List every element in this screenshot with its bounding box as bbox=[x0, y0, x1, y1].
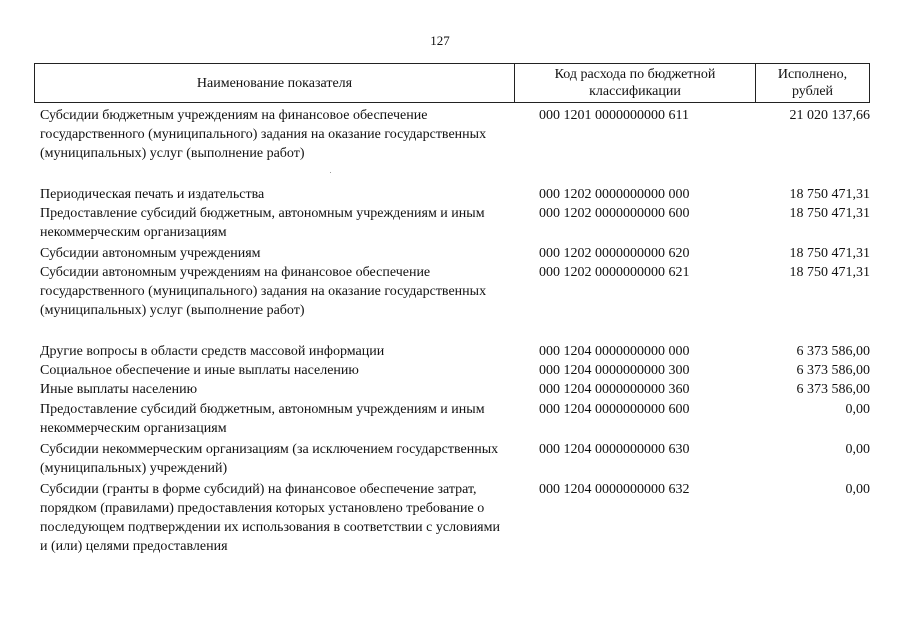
row-name: Субсидии (гранты в форме субсидий) на финансовое обеспечение затрат, порядком (правилами) предоставления которых установлено требование о последующем подтверждении их использования в соответствии с условиями и (или) целями предоставления bbox=[40, 482, 500, 554]
column-header-amount: Исполнено, рублей bbox=[777, 67, 848, 99]
row-code: 000 1204 0000000000 300 bbox=[539, 363, 690, 378]
row-amount: 0,00 bbox=[845, 442, 870, 457]
row-code: 000 1201 0000000000 611 bbox=[539, 108, 689, 123]
row-amount: 0,00 bbox=[845, 482, 870, 497]
row-name: Другие вопросы в области средств массовой информации bbox=[40, 344, 385, 359]
row-code: 000 1202 0000000000 621 bbox=[539, 265, 690, 280]
row-name: Субсидии бюджетным учреждениям на финансовое обеспечение государственного (муниципального) задания на оказание государственных (муниципальных) услуг (выполнение работ) bbox=[40, 108, 487, 161]
row-amount: 18 750 471,31 bbox=[789, 265, 870, 280]
row-name: Периодическая печать и издательства bbox=[40, 187, 265, 202]
row-code: 000 1202 0000000000 600 bbox=[539, 206, 690, 221]
row-amount: 18 750 471,31 bbox=[789, 206, 870, 221]
row-amount: 6 373 586,00 bbox=[796, 363, 870, 378]
row-code: 000 1204 0000000000 632 bbox=[539, 482, 690, 497]
row-name: Субсидии автономным учреждениям bbox=[40, 246, 261, 261]
row-name: Социальное обеспечение и иные выплаты населению bbox=[40, 363, 359, 378]
row-amount: 6 373 586,00 bbox=[796, 344, 870, 359]
row-name: Субсидии автономным учреждениям на финансовое обеспечение государственного (муниципального) задания на оказание государственных (муниципальных) услуг (выполнение работ) bbox=[40, 265, 487, 318]
row-name: Предоставление субсидий бюджетным, автономным учреждениям и иным некоммерческим организациям bbox=[40, 206, 485, 240]
row-amount: 21 020 137,66 bbox=[789, 108, 870, 123]
row-code: 000 1204 0000000000 000 bbox=[539, 344, 690, 359]
row-amount: 18 750 471,31 bbox=[789, 246, 870, 261]
row-code: 000 1204 0000000000 630 bbox=[539, 442, 690, 457]
row-amount: 6 373 586,00 bbox=[796, 382, 870, 397]
row-name: Субсидии некоммерческим организациям (за исключением государственных (муниципальных) учреждений) bbox=[40, 442, 499, 476]
row-name: Иные выплаты населению bbox=[40, 382, 198, 397]
scan-speck bbox=[330, 172, 331, 173]
row-code: 000 1202 0000000000 000 bbox=[539, 187, 690, 202]
row-name: Предоставление субсидий бюджетным, автономным учреждениям и иным некоммерческим организациям bbox=[40, 402, 485, 436]
row-code: 000 1204 0000000000 360 bbox=[539, 382, 690, 397]
row-amount: 18 750 471,31 bbox=[789, 187, 870, 202]
column-header-code: Код расхода по бюджетной классификации bbox=[515, 64, 756, 102]
column-header-name: Наименование показателя bbox=[35, 64, 515, 102]
page-number: 127 bbox=[430, 33, 450, 48]
row-amount: 0,00 bbox=[845, 402, 870, 417]
row-code: 000 1204 0000000000 600 bbox=[539, 402, 690, 417]
row-code: 000 1202 0000000000 620 bbox=[539, 246, 690, 261]
